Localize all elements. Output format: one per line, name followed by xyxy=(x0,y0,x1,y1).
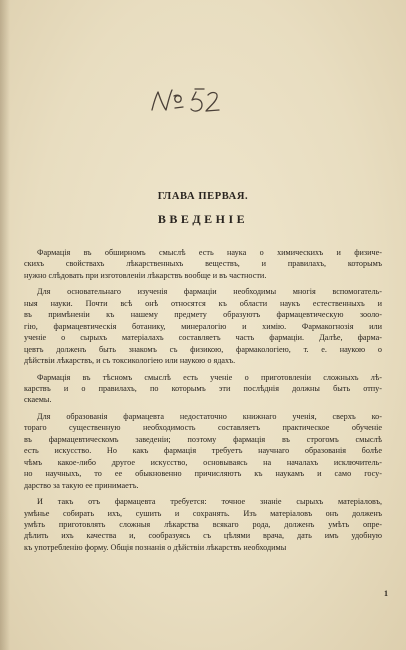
text-line: И такъ отъ фармацевта требуется: точное знаніе сырыхъ матеріаловъ, xyxy=(37,497,382,507)
handwritten-ink-mark xyxy=(148,84,228,118)
text-line: Фармація въ тѣсномъ смыслѣ есть ученіе о приготовленіи сложныхъ лѣ- xyxy=(37,372,382,382)
text-line: нужно слѣдовать при изготовленіи лѣкарствъ вообще и въ частности. xyxy=(24,270,267,280)
text-line: дарство за такую ее принимаетъ. xyxy=(24,480,139,490)
paragraph xyxy=(24,286,382,366)
body-text xyxy=(24,247,382,558)
page-number: 1 xyxy=(384,589,388,598)
text-line: въ примѣненіи къ нашему предмету образуютъ фармацевтическую зооло- xyxy=(24,310,382,320)
text-line: чѣмъ какое-либо другое искусство, основываясь на началахъ исключитель- xyxy=(24,457,382,467)
text-line: тораго существенную необходимость составляетъ практическое обученіе xyxy=(24,423,382,433)
text-line: карствъ и о правилахъ, по которымъ эти послѣднія должны быть отпу- xyxy=(24,383,382,393)
text-line: умѣнье собирать ихъ, сушить и сохранять. Изъ матеріаловъ онъ долженъ xyxy=(24,508,382,518)
text-line: ученіе о сырыхъ матеріалахъ составляетъ часть фармаціи. Далѣе, фарма- xyxy=(24,333,382,343)
text-line: Фармація въ обширномъ смыслѣ есть наука о химическихъ и физиче- xyxy=(37,248,382,257)
text-line: ныя науки. Почти всѣ онѣ относятся къ области наукъ естественныхъ и xyxy=(24,298,382,308)
text-line: есть искусство. Но какъ фармація требуетъ научнаго образованія болѣе xyxy=(24,446,382,456)
text-line: гію, фармацевтическія ботанику, минералогію и химію. Фармакогнозія или xyxy=(24,321,382,331)
section-title: ВВЕДЕНІЕ xyxy=(157,212,249,226)
handwritten-number-note xyxy=(148,84,228,118)
text-line: скаемы. xyxy=(24,395,52,405)
paragraph xyxy=(24,496,382,553)
text-line: дѣйствіи лѣкарствъ, и съ токсикологіею или наукою о ядахъ. xyxy=(24,356,236,366)
text-line: скихъ свойствахъ лѣкарственныхъ веществъ, и правилахъ, которымъ xyxy=(24,259,382,269)
text-line: въ фармацевтическомъ заведеніи; поэтому фармація въ строгомъ смыслѣ xyxy=(24,434,382,444)
text-line: дѣлить ихъ качества и, сообразуясь съ цѣлями врача, дать имъ удобную xyxy=(24,531,382,541)
chapter-heading: ГЛАВА ПЕРВАЯ. xyxy=(157,191,249,202)
paragraph xyxy=(24,372,382,406)
paragraph xyxy=(24,247,382,281)
text-line: умѣть приготовлять сложныя лѣкарства всякаго рода, долженъ умѣть опре- xyxy=(24,519,382,529)
text-line: Для основательнаго изученія фармаціи необходимы многія вспомогатель- xyxy=(37,287,382,297)
text-line: но научныхъ, то ее обыкновенно причисляютъ къ наукамъ и само госу- xyxy=(24,469,382,479)
paragraph xyxy=(24,411,382,491)
text-line: къ употребленію форму. Общія познанія о дѣйствіи лѣкарствъ необходимы xyxy=(24,542,287,552)
text-line: Для образованія фармацевта недостаточно книжнаго ученія, сверхъ ко- xyxy=(37,411,382,421)
text-line: цевтъ долженъ быть знакомъ съ физикою, фармакологіею, т. е. наукою о xyxy=(24,344,382,354)
